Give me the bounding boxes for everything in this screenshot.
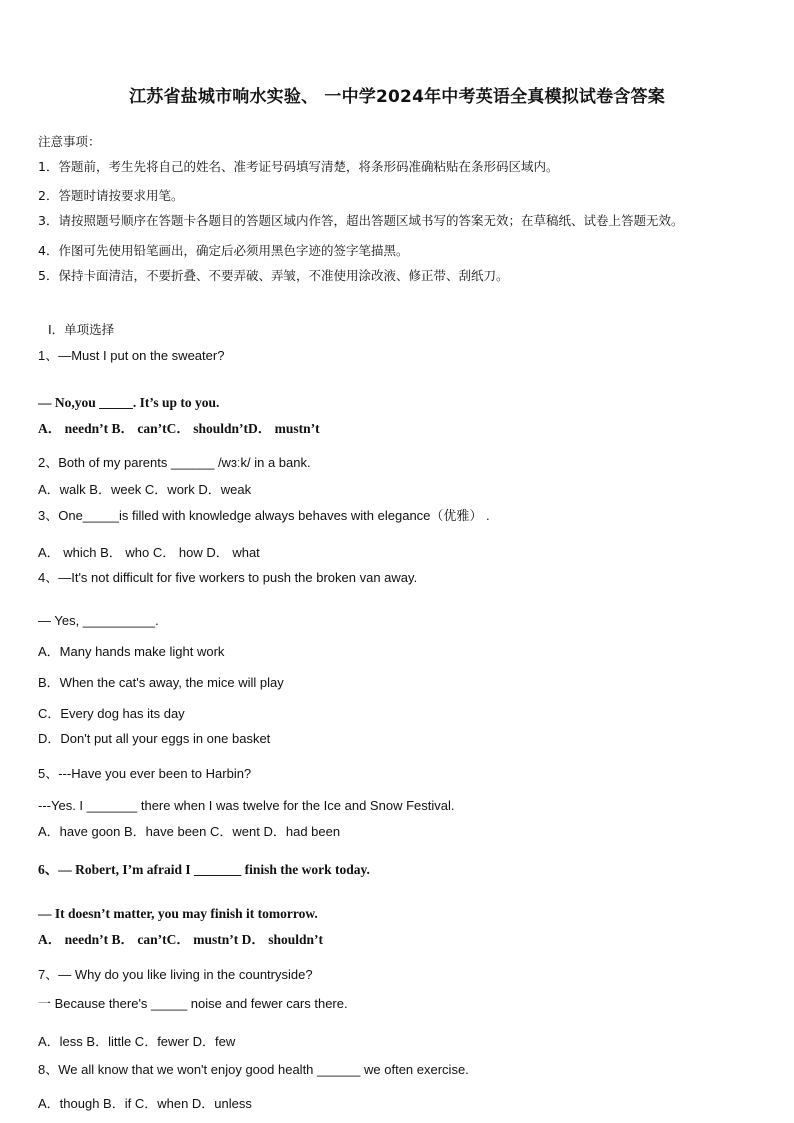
question-6-stem: 6、— Robert, I’m afraid I _______ finish the work today. <box>38 862 370 877</box>
question-3-options: A． which B． who C． how D． what <box>38 545 260 560</box>
page-title: 江苏省盐城市响水实验、 一中学2024年中考英语全真模拟试卷含答案 <box>129 87 665 107</box>
question-6-options: A． needn’t B． can’tC． mustn’t D． shouldn’t <box>38 932 324 947</box>
question-5-response: ---Yes. I _______ there when I was twelve for the Ice and Snow Festival. <box>38 798 455 813</box>
notice-item-5: 5．保持卡面清洁，不要折叠、不要弄破、弄皱，不准使用涂改液、修正带、刮纸刀。 <box>38 268 509 283</box>
question-4-option-d: D．Don't put all your eggs in one basket <box>38 731 271 746</box>
notice-item-4: 4．作图可先使用铅笔画出，确定后必须用黑色字迹的签字笔描黑。 <box>38 243 409 258</box>
question-3-stem: 3、One_____is filled with knowledge always behaves with elegance（优雅） . <box>38 508 490 523</box>
question-7-stem: 7、— Why do you like living in the countryside? <box>38 967 313 982</box>
question-2-stem: 2、Both of my parents ______ /wɜːk/ in a bank. <box>38 455 311 470</box>
question-4-option-c: C．Every dog has its day <box>38 706 185 721</box>
question-5-stem: 5、---Have you ever been to Harbin? <box>38 766 252 781</box>
question-6-response: — It doesn’t matter, you may finish it tomorrow. <box>38 906 318 921</box>
section-heading: Ⅰ．单项选择 <box>48 322 115 337</box>
question-7-response: 一 Because there's _____ noise and fewer cars there. <box>38 996 348 1011</box>
question-4-response: — Yes, __________. <box>38 613 159 628</box>
question-8-options: A．though B．if C．when D．unless <box>38 1096 252 1111</box>
notice-item-2: 2．答题时请按要求用笔。 <box>38 188 184 203</box>
question-2-options: A．walk B．week C．work D．weak <box>38 482 252 497</box>
question-8-stem: 8、We all know that we won't enjoy good health ______ we often exercise. <box>38 1062 469 1077</box>
question-5-options: A．have goon B．have been C．went D．had been <box>38 824 341 839</box>
notice-item-1: 1．答题前，考生先将自己的姓名、准考证号码填写清楚，将条形码准确粘贴在条形码区域内。 <box>38 159 559 174</box>
notice-item-3: 3．请按照题号顺序在答题卡各题目的答题区域内作答，超出答题区域书写的答案无效；在草稿纸、试卷上答题无效。 <box>38 213 684 228</box>
question-1-response: — No,you _____. It’s up to you. <box>38 395 220 410</box>
question-4-option-a: A．Many hands make light work <box>38 644 225 659</box>
notice-heading: 注意事项： <box>38 134 101 149</box>
question-7-options: A．less B．little C．fewer D．few <box>38 1034 236 1049</box>
question-1-stem: 1、—Must I put on the sweater? <box>38 348 225 363</box>
question-4-stem: 4、—It's not difficult for five workers to push the broken van away. <box>38 570 418 585</box>
question-1-options: A． needn’t B． can’tC． shouldn’tD． mustn’t <box>38 421 320 436</box>
question-4-option-b: B．When the cat's away, the mice will play <box>38 675 284 690</box>
